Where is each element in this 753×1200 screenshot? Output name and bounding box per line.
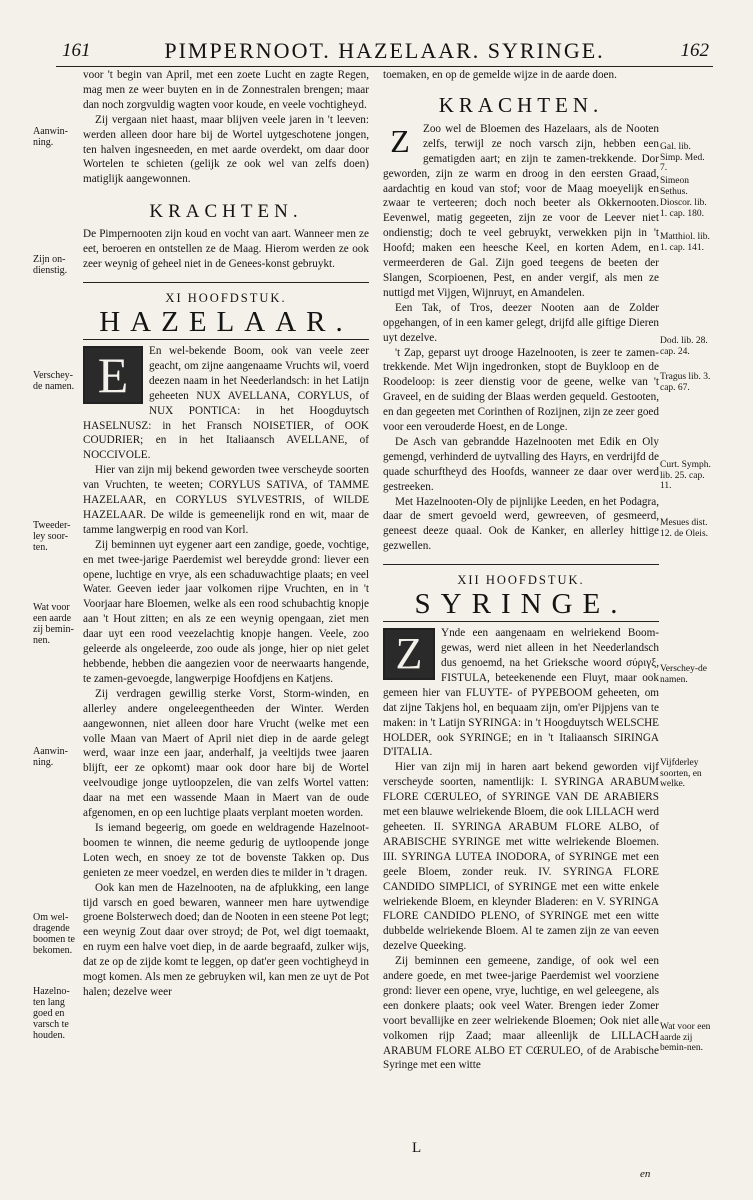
- catchword: en: [640, 1168, 651, 1180]
- krachten-oly-paragraph: Met Hazelnooten-Oly de pijnlijke Leeden, en het Podagra, daar de smert gevoeld werd, gewreeven, of gesmeerd, geneest deeze quaal. Ook de Kanker, en allerley hittige gezwellen.: [383, 495, 659, 553]
- krachten-hazelaar-paragraph: Zoo wel de Bloemen des Hazelaars, als de Nooten zelfs, terwijl ze noch varsch zijn, hebben een gematigden aart; en zijn te zamen-trekkende. Dor geworden, zijn ze warm en droog in den eersten Graad, aardachtig en koud van stof; voor de Maag moeyelijk en zwaar te verteeren; doch noch beeter als Okkernooten. Eevenwel, matig gegeeten, zijn ze voor de Leever niet ondienstig; doch te veel gebruykt, verwekken pijn in 't Hoofd; maken een heesche Keel, en korten Adem, en vermeerderen de Gal. Zijn goed teegens de beeten der Slangen, Scorpioenen, Pest, en ander vergif, als men ze nuttigd met Vijgen, Wijnruyt, en Amandelen.: [383, 122, 659, 299]
- aanwining-paragraph: Zij vergaan niet haast, maar blijven veele jaren in 't leeven: werden alleen door hare bij de Wortel uytgeschotene jongen, ten halven ingesneeden, en met aarde overdekt, om daar door Wortelen te schieten (gelijk ze ook wel van zelfs doen) matiglijk aangewonnen.: [83, 113, 369, 186]
- krachten-tak-paragraph: Een Tak, of Tros, deezer Nooten aan de Zolder opgehangen, of in een kamer gelegt, drijfd alle giftige Dieren uyt dezelve.: [383, 301, 659, 344]
- margin-note-namen-left: Verschey-de namen.: [33, 370, 75, 392]
- margin-note-aarde-right: Wat voor een aarde zij bemin-nen.: [660, 1022, 711, 1053]
- syringe-names-paragraph: Ynde een aangenaam en welriekend Boom-gewas, werd niet alleen in het Neederlandsch dus genoemd, na het Grieksche woord σύριγξ, FISTULA, beteekenende een Fluyt, maar ook gemeen hier van FLUYTE- of PYPEBOOM geheeten, om dat zijne Takjens hol, en bequaam zijn, om'er Pijpjens van te maken: in 't Latijn SYRINGA: in 't Hoogduytsch WELSCHE HOLDER, ook SYRINGE; en in 't Italiaansch SIRINGA D'ITALIA.: [383, 627, 659, 759]
- krachten-heading-left: KRACHTEN.: [149, 201, 303, 223]
- margin-note-houden: Hazelno-ten lang goed en varsch te houden.: [33, 986, 70, 1041]
- margin-note-boomen: Om wel-dragende boomen te bekomen.: [33, 912, 75, 956]
- decorated-initial-z: Z: [383, 628, 435, 680]
- margin-ref-dodonaeus: Dod. lib. 28. cap. 24.: [660, 336, 708, 357]
- chapter-title-hazelaar: HAZELAAR.: [99, 305, 353, 338]
- chapter-label-xi: XI HOOFDSTUK.: [165, 290, 287, 305]
- initial-z-krachten: Z: [390, 122, 410, 159]
- left-intro-paragraph: voor 't begin van April, met een zoete Lucht en zagte Regen, mag men ze weer buyten en in de Zonnestralen brengen; maar dan noch zorgvuldig wagten voor koude, en veele vochtigheyd.: [83, 69, 369, 111]
- hazelaar-soorten-paragraph: Hier van zijn mij bekend geworden twee verscheyde soorten van Vruchten, te weeten; CORYLUS SATIVA, of TAMME HAZELAAR, en CORYLUS SYLVESTRIS, of WILDE HAZELAAR. De wilde is gemeenelijk rond en wit, maar de tamme langwerpig en rood van Korl.: [83, 464, 369, 536]
- running-title: PIMPERNOOT. HAZELAAR. SYRINGE.: [164, 38, 605, 63]
- signature-mark: L: [412, 1140, 422, 1156]
- krachten-heading-right: KRACHTEN.: [438, 92, 604, 117]
- chapter-title-syringe: SYRINGE.: [414, 588, 628, 621]
- running-header: [56, 38, 713, 67]
- margin-ref-simeon: Simeon Sethus.: [660, 176, 690, 197]
- hazelaar-boomen-paragraph: Is iemand begeerig, om goede en weldragende Hazelnoot-boomen te winnen, die neeme gedurig de uytloopende jonge Loten wech, en snoey ze tot de bovenste Takken op. Dus genieten ze meer voedzel, en werden dies te milder in 't dragen.: [83, 821, 369, 879]
- decorated-initial-e: E: [83, 346, 143, 404]
- margin-ref-mesues: Mesues dist. 12. de Oleis.: [660, 518, 709, 539]
- right-intro-paragraph: toemaken, en op de gemelde wijze in de aarde doen.: [383, 69, 617, 81]
- margin-ref-galenus: Gal. lib. Simp. Med. 7.: [660, 142, 705, 173]
- chapter-label-xii: XII HOOFDSTUK.: [457, 573, 585, 588]
- syringe-grond-paragraph: Zij beminnen een gemeene, zandige, of ook wel een andere goede, en met twee-jarige Paerdemist wel voorziene grond: liever een opene, vrye, luchtige, en wel geleegene, als een donkere plaats; ook veel Water. Brengen ieder Zomer voort bevallijke en zeer welriekende Bloemen; Ook niet alle volkomen rijp Zaad; maar alleenlijk de LILLACH ARABUM FLORE ALBO ET CŒRULEO, of de Arabische Syringe met een witte: [383, 955, 659, 1072]
- margin-note-aanwining-2: Aanwin-ning.: [33, 746, 68, 768]
- hazelaar-bewaren-paragraph: Ook kan men de Hazelnooten, na de afplukking, een lange tijd varsch en goed bewaren, wanneer men hare uytwendige groene Bolsterwech doed; dan de Nooten in een steene Pot legt; een weynig Zout daar over stroyd; de Pot, wel digt toemaakt, en ruym een halve voet diep, in de aarde begraafd, zulker wijs, dat ze op de zijde komt te leggen, op dat'er geen vochtigheyd in mogt komen. Als men ze gebruyken wil, kan men ze uyt de Pot halen; dezelve weer: [83, 881, 369, 998]
- hazelaar-aanwining-paragraph: Zij verdragen gewillig sterke Vorst, Storm-winden, en allerley andere ongeleegentheeden der Winter. Werden aangewonnen, niet alleen door hare Vrucht (welke met een volle Maan van Maert of April niet diep in de aarde gelegt werd, waar inze een jaar, anderhalf, ja veeltijds twee jaaren blijft, eer ze opkomt) maar ook door hare bij de Wortel veelvoudige jonge uytloopzelen, die van zelfs Wortel vatten: daar na met een wassende Maan in Maert van de oude afgenomen, en op een luchtige plaats verplant moeten worden.: [83, 687, 369, 820]
- krachten-asch-paragraph: De Asch van gebrandde Hazelnooten met Edik en Oly gemengd, verhinderd de uytvalling des Hayrs, en verdrijfd de quade schurftheyd des Hoofds, wanneer ze daar over werd gestreeken.: [383, 435, 659, 493]
- hazelaar-names-paragraph: En wel-bekende Boom, ook van veele zeer geacht, om zijne aangenaame Vruchts wil, voerd deezen naam in het Neederlandsch: in het Latijn geheeten NUX AVELLANA, CORYLUS, of NUX PONTICA: in het Hoogduytsch HASELNUSZ: in het Fransch NOISETIER, of OOK COUDRIER; en in het Italiaansch AVELLANE, of NOCCIVOLE.: [83, 344, 369, 462]
- right-column: [383, 68, 659, 1073]
- margin-note-ondienstig: Zijn on-dienstig.: [33, 254, 68, 276]
- margin-ref-curtius: Curt. Symph. lib. 25. cap. 11.: [660, 460, 711, 491]
- syringe-soorten-paragraph: Hier van zijn mij in haren aart bekend geworden vijf verscheyde soorten, namentlijk: I. SYRINGA ARABUM FLORE CŒRULEO, of SYRINGE VAN DE ARABIERS met een blauwe welriekende Bloem, die ook LILLACH werd geheeten. II. SYRINGA ARABUM FLORE ALBO, of ARABISCHE SYRINGE met witte welriekende Bloemen. III. SYRINGA LUTEA INODORA, of SYRINGE met een geele Bloem, zonder reuk. IV. SYRINGA FLORE CANDIDO SIMPLICI, of SYRINGE met een witte enkele welriekende Bloem, en kleynder Bladeren: en V. SYRINGA FLORE CANDIDO PLENO, of SYRINGE met een witte dubbelde welriekende Bloem. Al te zamen zijn ze van eeven dezelve Queeking.: [383, 761, 659, 953]
- margin-ref-dioscorides: Dioscor. lib. 1. cap. 180.: [660, 198, 707, 219]
- margin-ref-matthiolus: Matthiol. lib. 1. cap. 141.: [660, 232, 710, 253]
- krachten-zap-paragraph: 't Zap, geparst uyt drooge Hazelnooten, is zeer te zamen-trekkende. Met Wijn ingedronken, stopt de Buykloop en de Roodeloop: is zeer dienstig voor de geene, welke van 't Graveel, en de suiding der Blaas werden gequeld. Gestooten, en dan gegeeten met Corinthen of Rozijnen, zijn ze zeer goed voor een verouderde Hoest, en de Longe.: [383, 346, 659, 434]
- left-column: [83, 68, 369, 1000]
- hazelaar-grond-paragraph: Zij beminnen uyt eygener aart een zandige, goede, vochtige, en met twee-jarige Paerdemist wel bereydde grond: liever een opene, luchtige en vrye, als een schaduwachtige plaats; en veel Water. Geeven ieder jaar volkomen rijpe Vruchten, en in 't Voorjaar hare Bloemen, welke als een rood schubachtig knopje aan 't Hout zitten; en als ze een weynig opengaan, ziet men daar uyt een rood veezelachtig knopje hangen. Veele, zoo geleerde als ongeleerde, zoo oude als jonge, hier op niet gelet hebbende, hebben die aangezien voor de neerwaarts hangende, te zamen-gevoegde, langwerpige Hoofdjens en Katjens.: [83, 538, 369, 685]
- margin-note-aanwining: Aanwin-ning.: [33, 126, 68, 148]
- margin-note-vijfderley: Vijfderley soorten, en welke.: [660, 758, 702, 789]
- margin-note-namen-right: Verschey-de namen.: [660, 664, 707, 685]
- left-page-number: 161: [62, 40, 91, 61]
- krachten-paragraph-left: De Pimpernooten zijn koud en vocht van aart. Wanneer men ze eet, beroeren en ontstellen ze de Maag. Hierom werden ze ook zeer weynig of geheel niet in de Genees-konst gebruykt.: [83, 228, 369, 271]
- margin-note-aarde-left: Wat voor een aarde zij bemin-nen.: [33, 602, 74, 646]
- margin-note-soorten: Tweeder-ley soor-ten.: [33, 520, 71, 553]
- right-page-number: 162: [680, 40, 709, 61]
- margin-ref-tragus: Tragus lib. 3. cap. 67.: [660, 372, 711, 393]
